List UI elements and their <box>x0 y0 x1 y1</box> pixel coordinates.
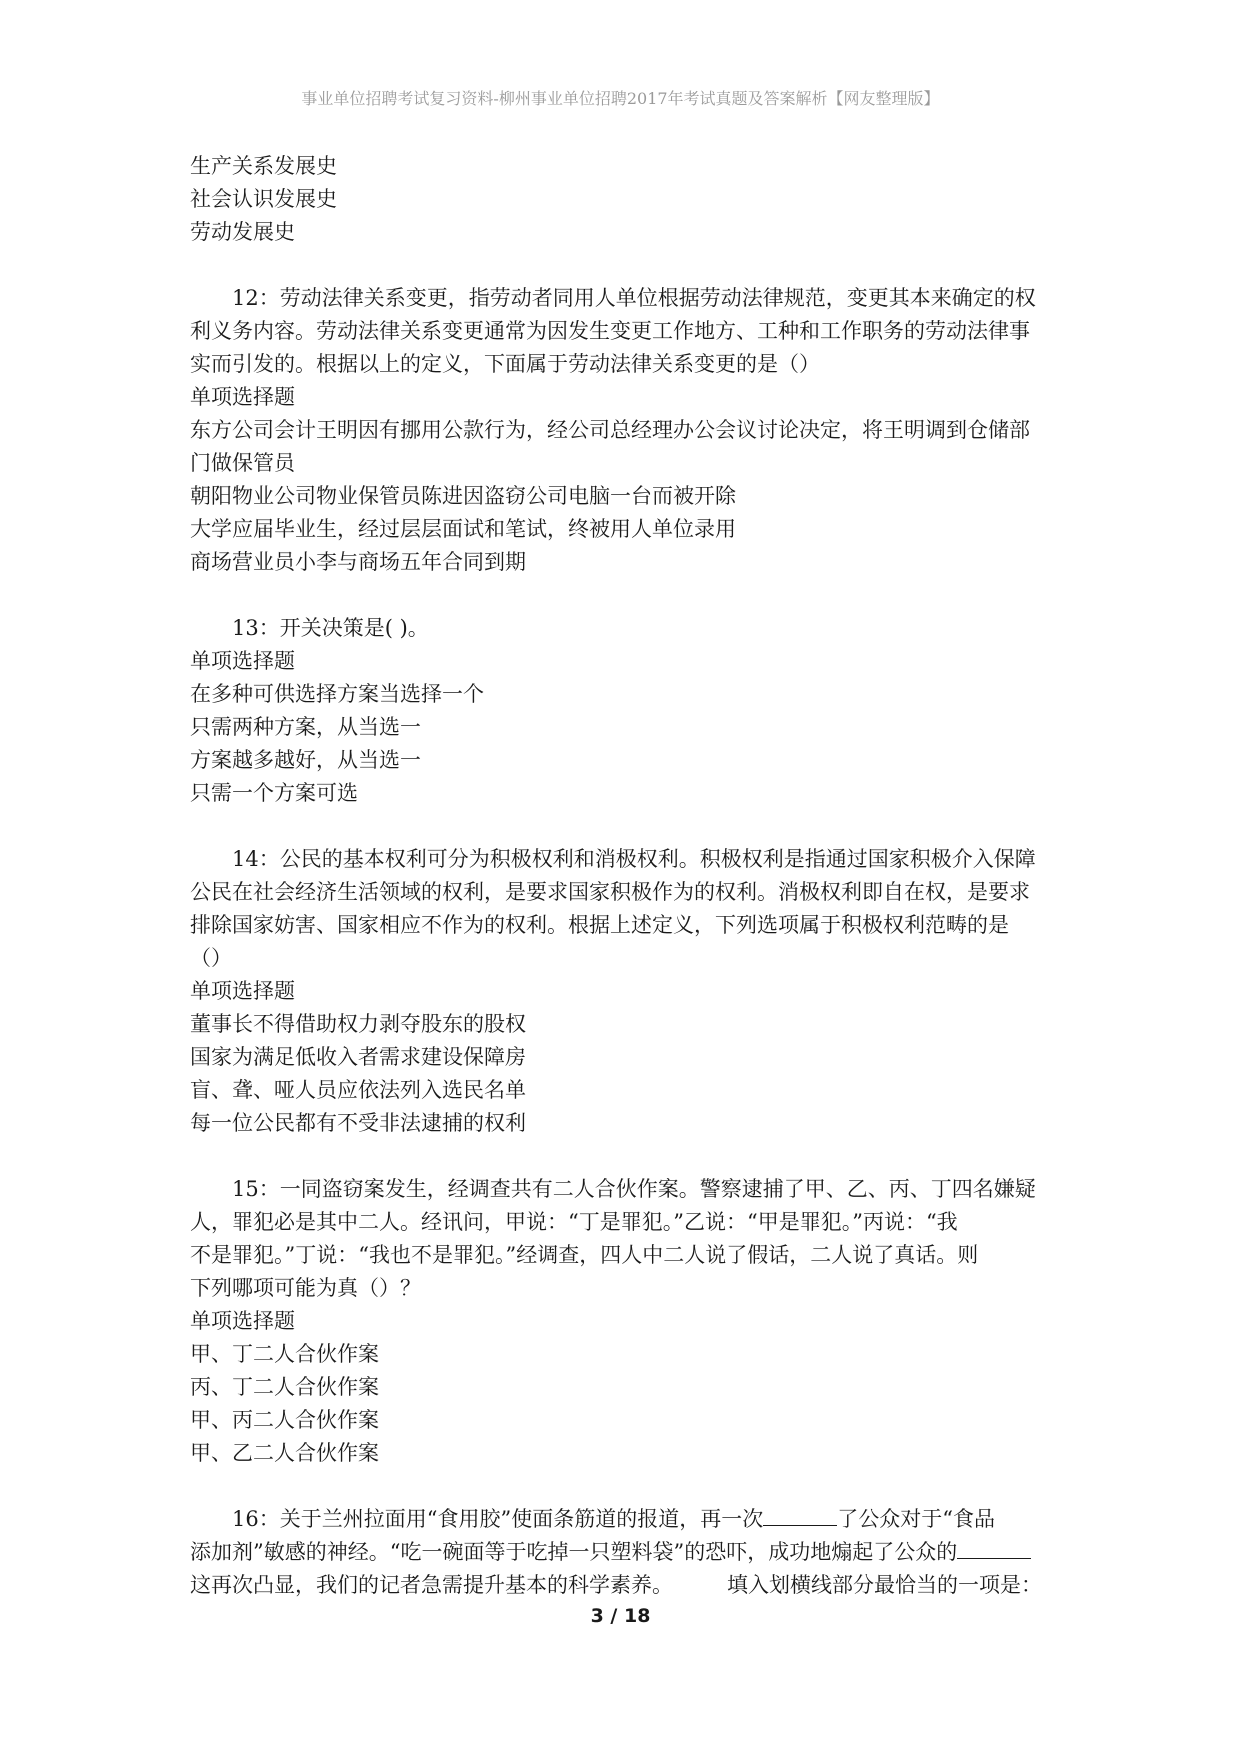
option-line: 方案越多越好，从当选一 <box>190 748 421 772</box>
question-stem-line: 不是罪犯。”丁说：“我也不是罪犯。”经调查，四人中二人说了假话，二人说了真话。则 <box>190 1243 979 1267</box>
question-type: 单项选择题 <box>190 979 295 1003</box>
option-line: 只需一个方案可选 <box>190 781 358 805</box>
page-number: 3 / 18 <box>590 1605 651 1627</box>
question-stem-line: 人，罪犯必是其中二人。经讯问，甲说：“丁是罪犯。”乙说：“甲是罪犯。”丙说：“我 <box>190 1210 958 1234</box>
question-stem-line: 公民在社会经济生活领域的权利，是要求国家积极作为的权利。消极权利即自在权，是要求 <box>190 880 1030 904</box>
question-12 <box>190 282 1070 579</box>
option-line: 甲、丙二人合伙作案 <box>190 1408 379 1432</box>
option-line: 大学应届毕业生，经过层层面试和笔试，终被用人单位录用 <box>190 517 736 541</box>
option-line: 丙、丁二人合伙作案 <box>190 1375 379 1399</box>
option-line: 劳动发展史 <box>190 220 295 244</box>
stem-text: 填入划横线部分最恰当的一项是： <box>727 1573 1042 1597</box>
question-stem-line: 12：劳动法律关系变更，指劳动者同用人单位根据劳动法律规范，变更其本来确定的权 <box>232 286 1036 310</box>
answer-blank <box>763 1505 837 1526</box>
question-stem-line: 13：开关决策是( )。 <box>232 616 429 640</box>
option-line: 门做保管员 <box>190 451 295 475</box>
option-line: 国家为满足低收入者需求建设保障房 <box>190 1045 526 1069</box>
question-stem-line: （） <box>190 946 232 970</box>
previous-question-options <box>190 150 1070 249</box>
question-stem-line: 14：公民的基本权利可分为积极权利和消极权利。积极权利是指通过国家积极介入保障 <box>232 847 1036 871</box>
option-line: 在多种可供选择方案当选择一个 <box>190 682 484 706</box>
option-line: 商场营业员小李与商场五年合同到期 <box>190 550 526 574</box>
stem-text: 16：关于兰州拉面用“食用胶”使面条筋道的报道，再一次 <box>232 1507 764 1531</box>
question-stem-line: 15：一同盗窃案发生，经调查共有二人合伙作案。警察逮捕了甲、乙、丙、丁四名嫌疑 <box>232 1177 1036 1201</box>
option-line: 甲、乙二人合伙作案 <box>190 1441 379 1465</box>
option-line: 每一位公民都有不受非法逮捕的权利 <box>190 1111 526 1135</box>
question-14 <box>190 843 1070 1140</box>
answer-blank <box>957 1538 1031 1559</box>
option-line: 董事长不得借助权力剥夺股东的股权 <box>190 1012 526 1036</box>
question-type: 单项选择题 <box>190 649 295 673</box>
page-header: 事业单位招聘考试复习资料-柳州事业单位招聘2017年考试真题及答案解析【网友整理版】 <box>301 89 940 108</box>
option-line: 东方公司会计王明因有挪用公款行为，经公司总经理办公会议讨论决定，将王明调到仓储部 <box>190 418 1030 442</box>
question-stem-line: 利义务内容。劳动法律关系变更通常为因发生变更工作地方、工种和工作职务的劳动法律事 <box>190 319 1030 343</box>
question-16 <box>190 1503 1070 1602</box>
stem-text: 这再次凸显，我们的记者急需提升基本的科学素养。 <box>190 1573 673 1597</box>
stem-text: 了公众对于“食品 <box>837 1507 995 1531</box>
option-line: 朝阳物业公司物业保管员陈进因盗窃公司电脑一台而被开除 <box>190 484 736 508</box>
question-stem-line: 下列哪项可能为真（）？ <box>190 1276 421 1300</box>
question-stem-line: 排除国家妨害、国家相应不作为的权利。根据上述定义，下列选项属于积极权利范畴的是 <box>190 913 1009 937</box>
question-type: 单项选择题 <box>190 385 295 409</box>
option-line: 盲、聋、哑人员应依法列入选民名单 <box>190 1078 526 1102</box>
question-type: 单项选择题 <box>190 1309 295 1333</box>
stem-text: 添加剂”敏感的神经。“吃一碗面等于吃掉一只塑料袋”的恐吓，成功地煽起了公众的 <box>190 1540 958 1564</box>
option-line: 社会认识发展史 <box>190 187 337 211</box>
question-13 <box>190 612 1070 810</box>
question-15 <box>190 1173 1070 1470</box>
question-stem-line: 实而引发的。根据以上的定义，下面属于劳动法律关系变更的是（） <box>190 352 820 376</box>
option-line: 生产关系发展史 <box>190 154 337 178</box>
option-line: 只需两种方案，从当选一 <box>190 715 421 739</box>
question-stem-line <box>190 1503 1070 1536</box>
question-stem-line <box>190 1536 1070 1569</box>
option-line: 甲、丁二人合伙作案 <box>190 1342 379 1366</box>
document-body <box>190 150 1070 1602</box>
question-stem-line <box>190 1569 1070 1602</box>
